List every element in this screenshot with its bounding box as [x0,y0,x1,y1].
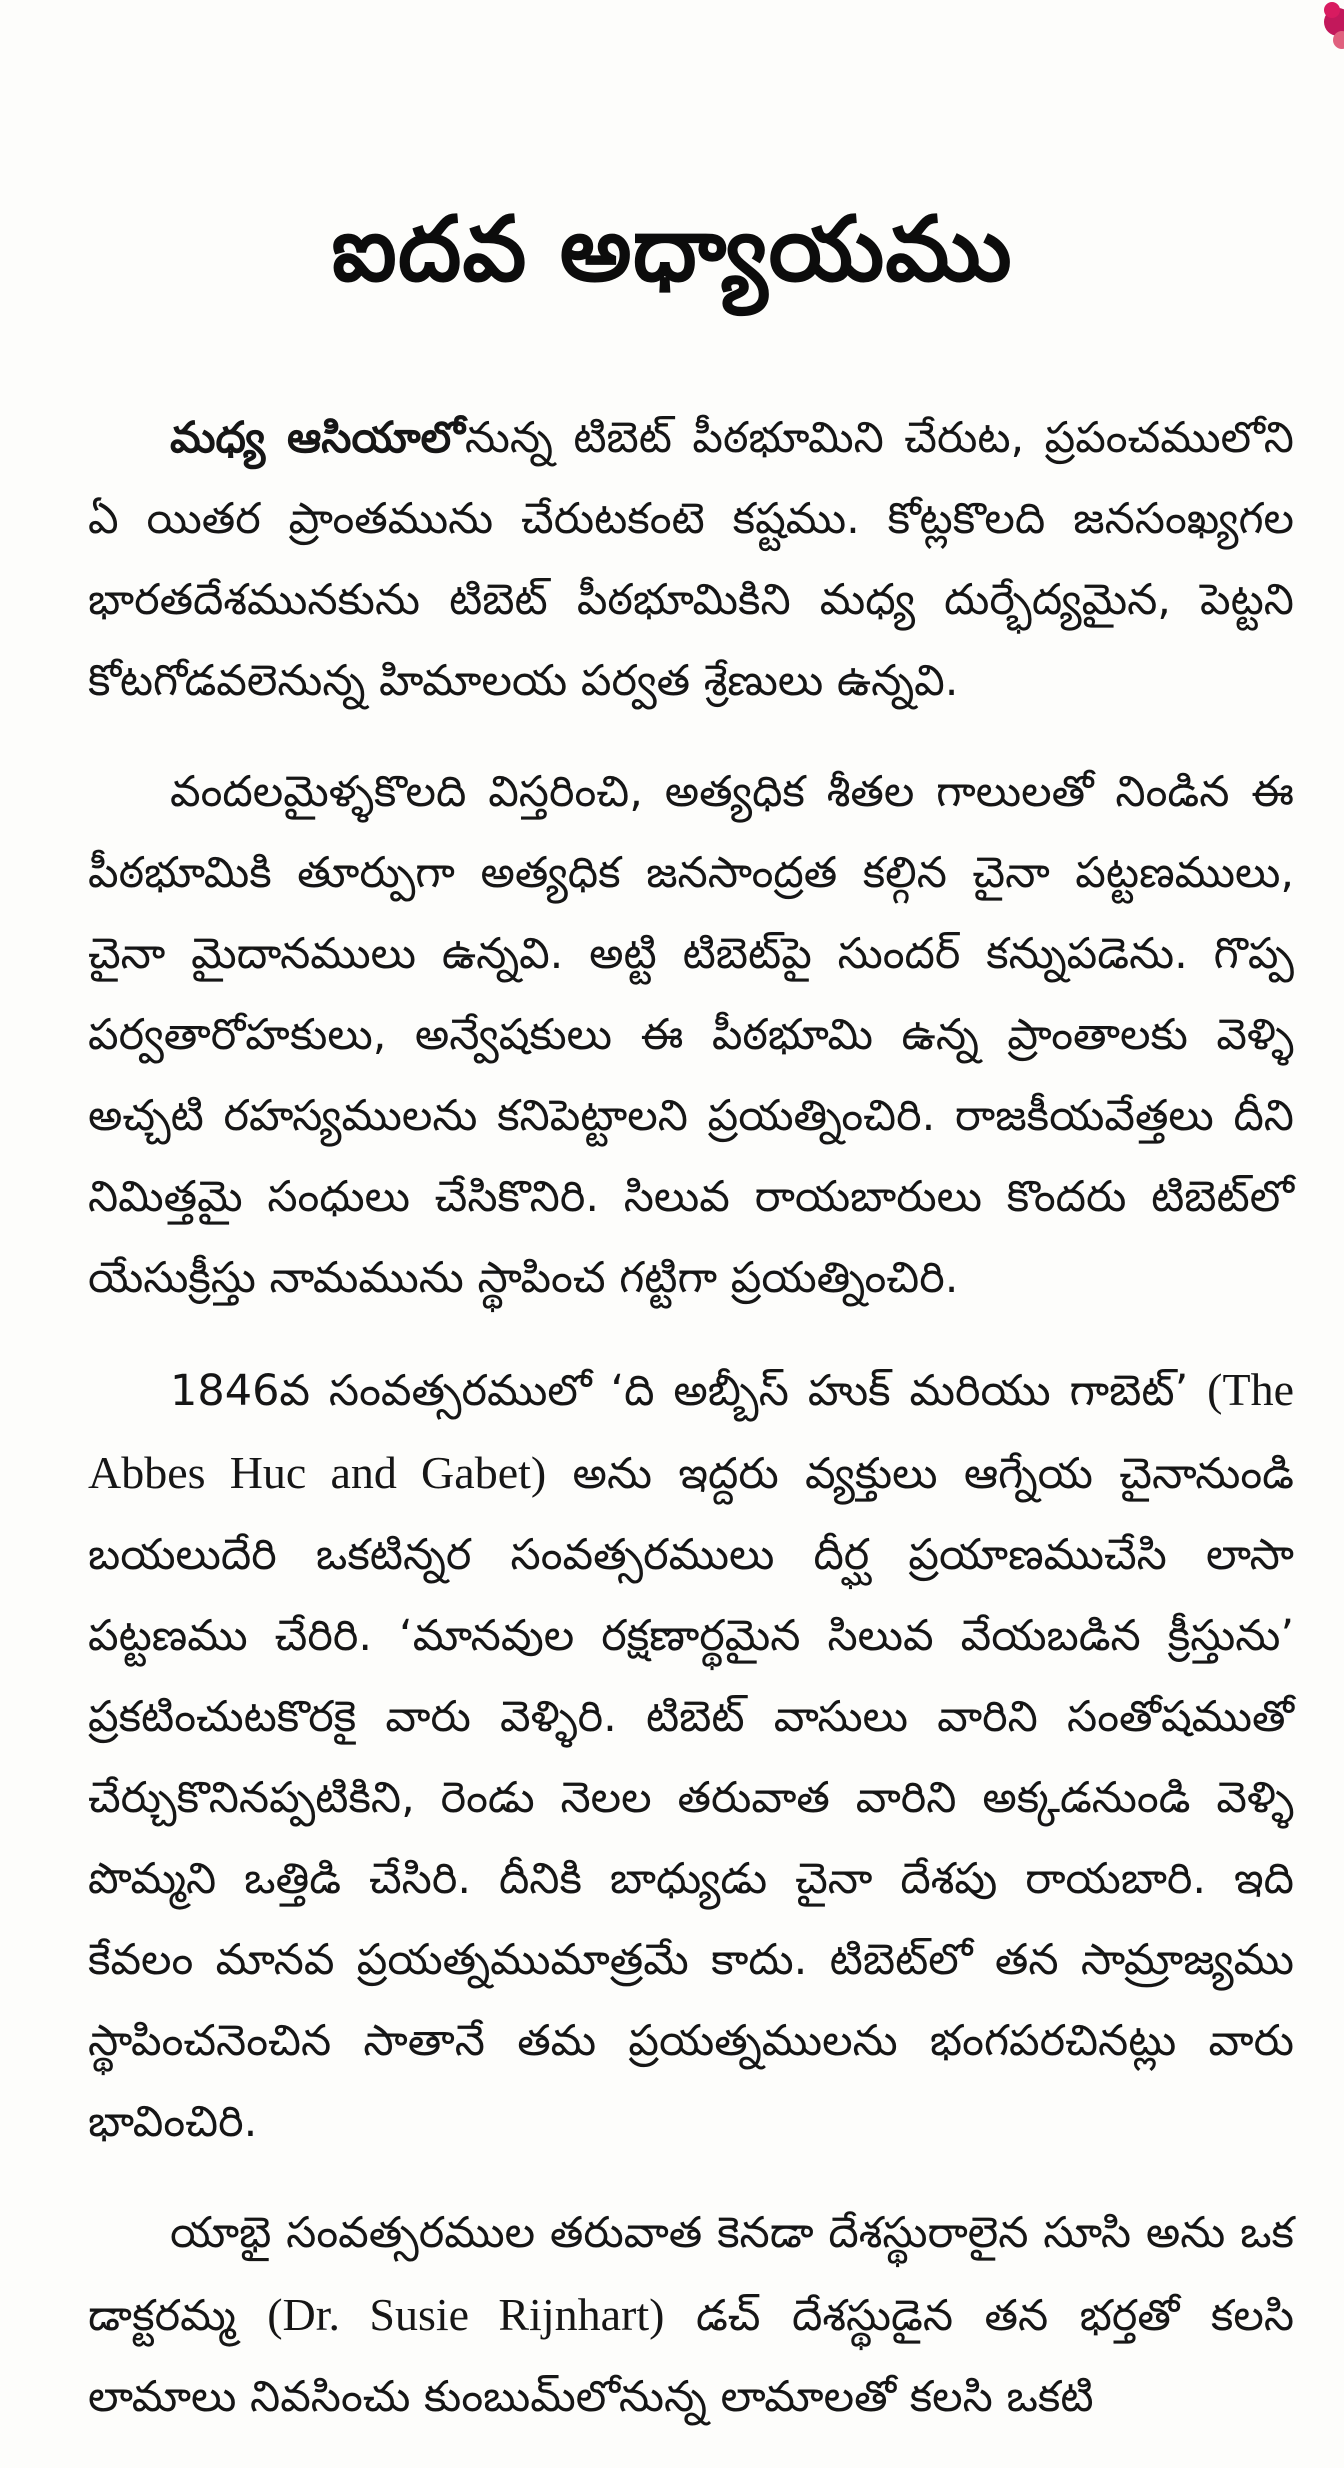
paragraph-2-text: వందలమైళ్ళకొలది విస్తరించి, అత్యధిక శీతల గాలులతో నిండిన ఈ పీఠభూమికి తూర్పుగా అత్యధిక జనసాంద్రత కల్గిన చైనా పట్టణములు, చైనా మైదానములు ఉన్నవి. అట్టి టిబెట్‌పై సుందర్ కన్నుపడెను. గొప్ప పర్వతారోహకులు, అన్వేషకులు ఈ పీఠభూమి ఉన్న ప్రాంతాలకు వెళ్ళి అచ్చటి రహస్యములను కనిపెట్టాలని ప్రయత్నించిరి. రాజకీయవేత్తలు దీని నిమిత్తమై సంధులు చేసికొనిరి. సిలువ రాయబారులు కొందరు టిబెట్‌లో యేసుక్రీస్తు నామమును స్థాపించ గట్టిగా ప్రయత్నించిరి. [88,767,1294,1303]
paragraph-1 [88,398,1294,722]
paragraph-4 [88,2193,1294,2438]
paragraph-3-text-end: అను ఇద్దరు వ్యక్తులు ఆగ్నేయ చైనానుండి బయలుదేరి ఒకటిన్నర సంవత్సరములు దీర్ఘ ప్రయాణముచేసి లాసా పట్టణము చేరిరి. ‘మానవుల రక్షణార్థమైన సిలువ వేయబడిన క్రీస్తును’ ప్రకటించుటకొరకై వారు వెళ్ళిరి. టిబెట్ వాసులు వారిని సంతోషముతో చేర్చుకొనినప్పటికిని, రెండు నెలల తరువాత వారిని అక్కడనుండి వెళ్ళి పొమ్మని ఒత్తిడి చేసిరి. దీనికి బాధ్యుడు చైనా దేశపు రాయబారి. ఇది కేవలం మానవ ప్రయత్నముమాత్రమే కాదు. టిబెట్‌లో తన సామ్రాజ్యము స్థాపించనెంచిన సాతానే తమ ప్రయత్నములను భంగపరచినట్లు వారు భావించిరి. [88,1449,1294,2147]
flower-decoration [1304,0,1344,70]
chapter-body [88,398,1294,2468]
paragraph-1-text: నున్న టిబెట్ పీఠభూమిని చేరుట, ప్రపంచములోని ఏ యితర ప్రాంతమును చేరుటకంటె కష్టము. కోట్లకొలది జనసంఖ్యగల భారతదేశమునకును టిబెట్ పీఠభూమికిని మధ్య దుర్భేద్యమైన, పెట్టని కోటగోడవలెనున్న హిమాలయ పర్వత శ్రేణులు ఉన్నవి. [88,413,1294,706]
chapter-title: ఐదవ అధ్యాయము [331,197,1013,302]
paragraph-1-lead: మధ్య ఆసియాలో [170,413,465,463]
paragraph-4-text-start: యాభై సంవత్సరముల తరువాత కెనడా దేశస్థురాలైన సూసి అను ఒక డాక్టరమ్మ [88,2208,1294,2341]
paragraph-4-text-end: డచ్ దేశస్థుడైన తన భర్తతో కలసి లామాలు నివసించు కుంబుమ్‌లోనున్న లామాలతో కలసి ఒకటి [88,2291,1295,2422]
paragraph-3-text-start: 1846వ సంవత్సరములో ‘ది అబ్బీస్ హుక్ మరియు గాబెట్’ [170,1366,1208,1416]
paragraph-2 [88,752,1294,1319]
paragraph-4-latin: (Dr. Susie Rijnhart) [267,2289,665,2340]
paragraph-3 [88,1349,1294,2163]
paragraph-3-latin: (The Abbes Huc and Gabet) [88,1364,1294,1498]
